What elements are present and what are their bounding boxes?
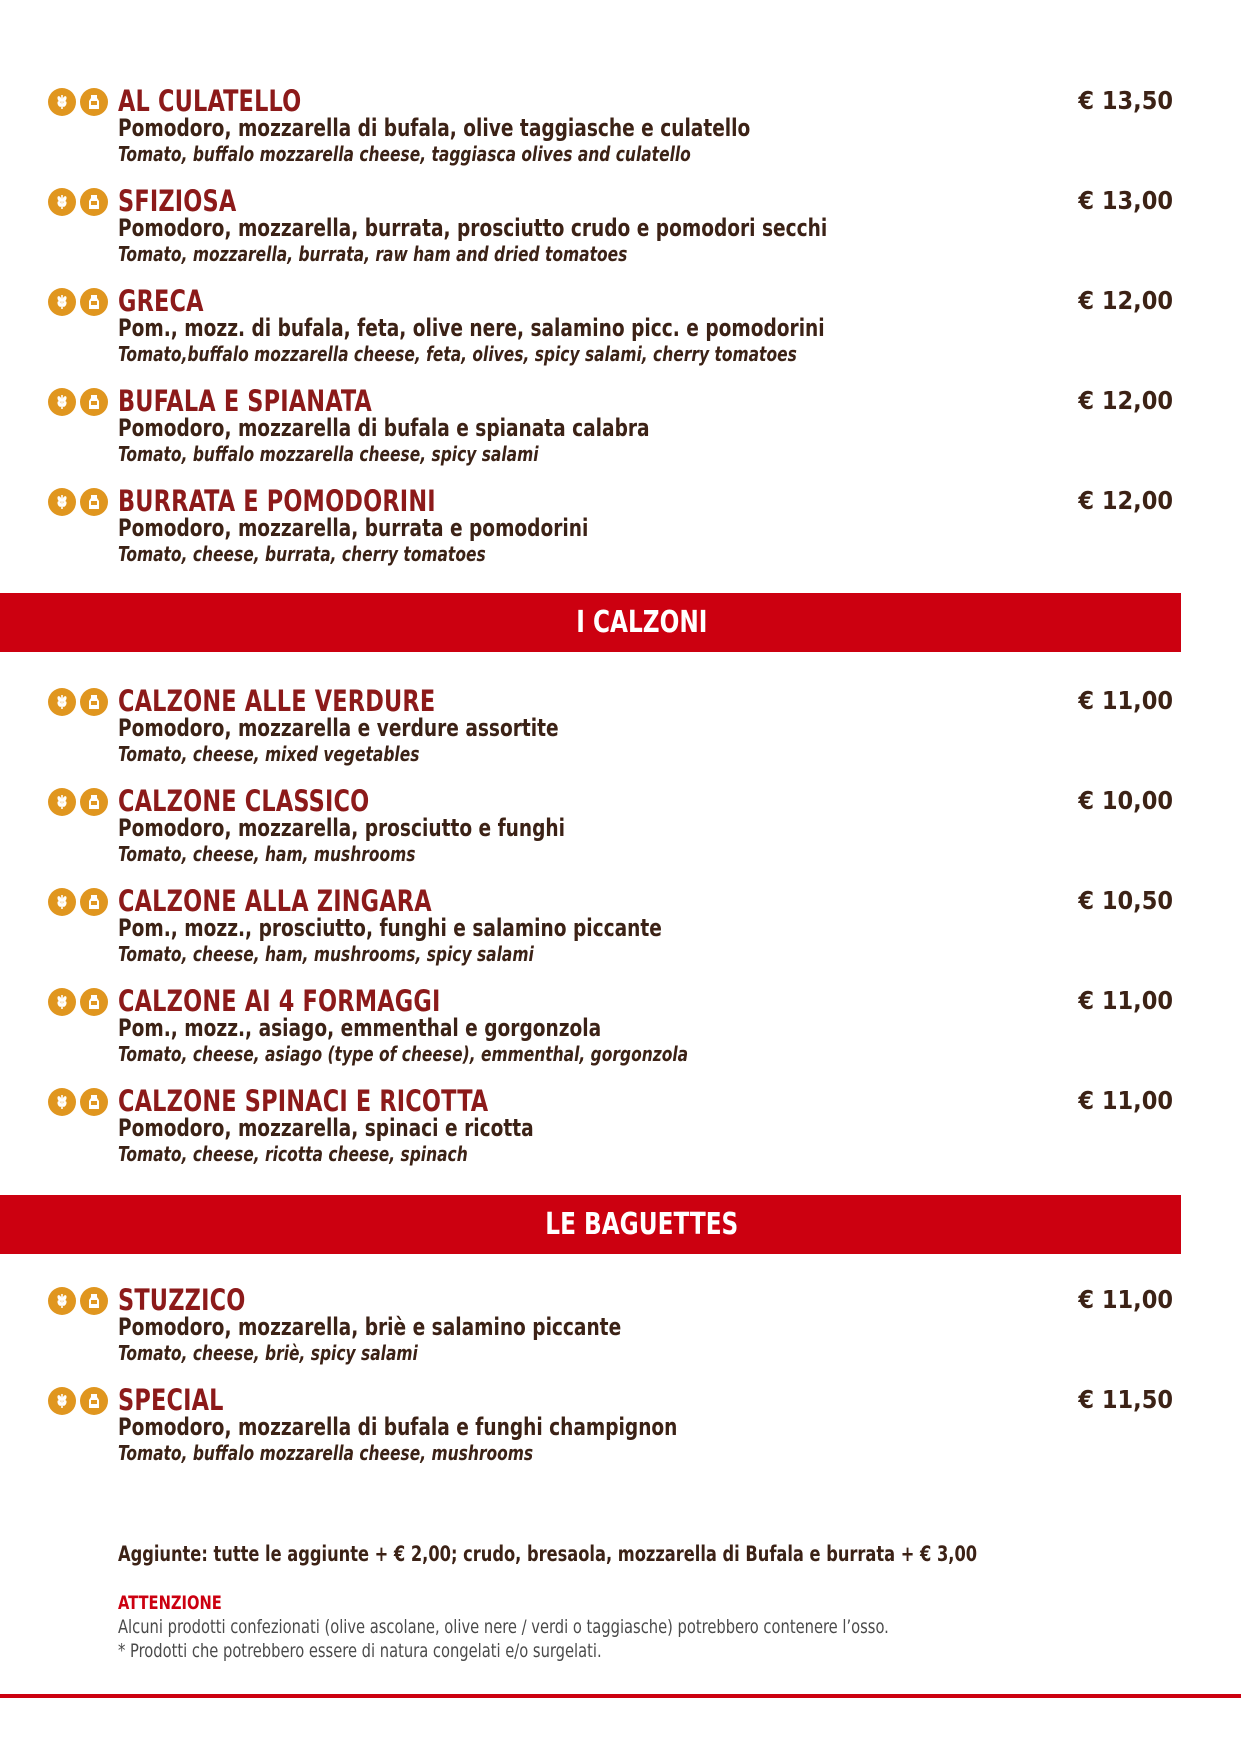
item-description: Pomodoro, mozzarella di bufala, olive taggiasche e culatello <box>118 114 751 142</box>
item-description: Pomodoro, mozzarella, spinaci e ricotta <box>118 1114 534 1142</box>
item-english-description: Tomato, cheese, asiago (type of cheese), emmenthal, gorgonzola <box>118 1042 689 1066</box>
milk-icon <box>80 1287 108 1315</box>
attention-title: ATTENZIONE <box>118 1592 222 1614</box>
allergen-icons <box>48 388 108 416</box>
allergen-icons <box>48 488 108 516</box>
wheat-icon <box>48 1387 76 1415</box>
milk-icon <box>80 1387 108 1415</box>
item-name: CALZONE ALLA ZINGARA <box>118 884 432 918</box>
item-english-description: Tomato, mozzarella, burrata, raw ham and dried tomatoes <box>118 242 628 266</box>
item-name: STUZZICO <box>118 1283 246 1317</box>
item-description: Pom., mozz., prosciutto, funghi e salamino piccante <box>118 914 662 942</box>
item-price: € 11,00 <box>1078 1086 1173 1115</box>
item-name: SFIZIOSA <box>118 184 237 218</box>
menu-item <box>0 884 1241 974</box>
allergen-icons <box>48 888 108 916</box>
milk-icon <box>80 288 108 316</box>
attention-line-1: Alcuni prodotti confezionati (olive ascolane, olive nere / verdi o taggiasche) potrebbero contenere l’osso. <box>118 1616 889 1638</box>
menu-item <box>0 284 1241 374</box>
menu-item <box>0 1383 1241 1473</box>
menu-item <box>0 484 1241 574</box>
item-english-description: Tomato, buffalo mozzarella cheese, mushrooms <box>118 1441 534 1465</box>
item-name: CALZONE SPINACI E RICOTTA <box>118 1084 489 1118</box>
item-price: € 13,00 <box>1078 186 1173 215</box>
item-price: € 11,50 <box>1078 1385 1173 1414</box>
allergen-icons <box>48 288 108 316</box>
wheat-icon <box>48 188 76 216</box>
item-description: Pomodoro, mozzarella di bufala e spianata calabra <box>118 414 650 442</box>
allergen-icons <box>48 1387 108 1415</box>
section-title: I CALZONI <box>576 605 708 640</box>
milk-icon <box>80 188 108 216</box>
item-description: Pomodoro, mozzarella, prosciutto e funghi <box>118 814 566 842</box>
item-price: € 12,00 <box>1078 486 1173 515</box>
milk-icon <box>80 488 108 516</box>
wheat-icon <box>48 1088 76 1116</box>
menu-item <box>0 784 1241 874</box>
item-description: Pom., mozz. di bufala, feta, olive nere, salamino picc. e pomodorini <box>118 314 825 342</box>
wheat-icon <box>48 288 76 316</box>
item-description: Pomodoro, mozzarella e verdure assortite <box>118 714 559 742</box>
item-description: Pomodoro, mozzarella di bufala e funghi champignon <box>118 1413 678 1441</box>
item-description: Pomodoro, mozzarella, burrata e pomodorini <box>118 514 589 542</box>
milk-icon <box>80 888 108 916</box>
wheat-icon <box>48 988 76 1016</box>
wheat-icon <box>48 388 76 416</box>
milk-icon <box>80 988 108 1016</box>
item-price: € 11,00 <box>1078 1285 1173 1314</box>
wheat-icon <box>48 88 76 116</box>
wheat-icon <box>48 688 76 716</box>
item-name: AL CULATELLO <box>118 84 302 118</box>
item-english-description: Tomato,buffalo mozzarella cheese, feta, olives, spicy salami, cherry tomatoes <box>118 342 797 366</box>
item-description: Pomodoro, mozzarella, briè e salamino piccante <box>118 1313 622 1341</box>
wheat-icon <box>48 788 76 816</box>
allergen-icons <box>48 1287 108 1315</box>
item-price: € 11,00 <box>1078 686 1173 715</box>
item-price: € 10,00 <box>1078 786 1173 815</box>
milk-icon <box>80 88 108 116</box>
item-english-description: Tomato, cheese, burrata, cherry tomatoes <box>118 542 486 566</box>
menu-item <box>0 984 1241 1074</box>
item-price: € 11,00 <box>1078 986 1173 1015</box>
allergen-icons <box>48 88 108 116</box>
item-english-description: Tomato, cheese, briè, spicy salami <box>118 1341 418 1365</box>
item-name: CALZONE ALLE VERDURE <box>118 684 436 718</box>
menu-item <box>0 684 1241 774</box>
item-english-description: Tomato, buffalo mozzarella cheese, spicy salami <box>118 442 539 466</box>
milk-icon <box>80 388 108 416</box>
allergen-icons <box>48 1088 108 1116</box>
section-title: LE BAGUETTES <box>545 1207 739 1242</box>
menu-item <box>0 184 1241 274</box>
item-english-description: Tomato, cheese, ricotta cheese, spinach <box>118 1142 468 1166</box>
section-header-band <box>0 1195 1181 1254</box>
item-name: BURRATA E POMODORINI <box>118 484 436 518</box>
allergen-icons <box>48 188 108 216</box>
wheat-icon <box>48 888 76 916</box>
item-english-description: Tomato, buffalo mozzarella cheese, taggiasca olives and culatello <box>118 142 691 166</box>
item-name: GRECA <box>118 284 204 318</box>
item-name: SPECIAL <box>118 1383 224 1417</box>
milk-icon <box>80 1088 108 1116</box>
menu-item <box>0 84 1241 174</box>
item-price: € 12,00 <box>1078 386 1173 415</box>
item-description: Pomodoro, mozzarella, burrata, prosciutto crudo e pomodori secchi <box>118 214 828 242</box>
menu-item <box>0 1084 1241 1174</box>
item-english-description: Tomato, cheese, ham, mushrooms, spicy salami <box>118 942 534 966</box>
item-name: CALZONE AI 4 FORMAGGI <box>118 984 441 1018</box>
additions-note: Aggiunte: tutte le aggiunte + € 2,00; crudo, bresaola, mozzarella di Bufala e burrata + € 3,00 <box>118 1542 978 1566</box>
allergen-icons <box>48 688 108 716</box>
item-price: € 13,50 <box>1078 86 1173 115</box>
milk-icon <box>80 688 108 716</box>
wheat-icon <box>48 1287 76 1315</box>
item-english-description: Tomato, cheese, ham, mushrooms <box>118 842 416 866</box>
item-name: CALZONE CLASSICO <box>118 784 370 818</box>
item-description: Pom., mozz., asiago, emmenthal e gorgonzola <box>118 1014 602 1042</box>
item-price: € 10,50 <box>1078 886 1173 915</box>
allergen-icons <box>48 988 108 1016</box>
menu-item <box>0 1283 1241 1373</box>
attention-line-2: * Prodotti che potrebbero essere di natura congelati e/o surgelati. <box>118 1640 602 1662</box>
item-english-description: Tomato, cheese, mixed vegetables <box>118 742 420 766</box>
bottom-divider <box>0 1694 1241 1698</box>
wheat-icon <box>48 488 76 516</box>
item-name: BUFALA E SPIANATA <box>118 384 372 418</box>
section-header-band <box>0 593 1181 652</box>
item-price: € 12,00 <box>1078 286 1173 315</box>
allergen-icons <box>48 788 108 816</box>
milk-icon <box>80 788 108 816</box>
menu-item <box>0 384 1241 474</box>
